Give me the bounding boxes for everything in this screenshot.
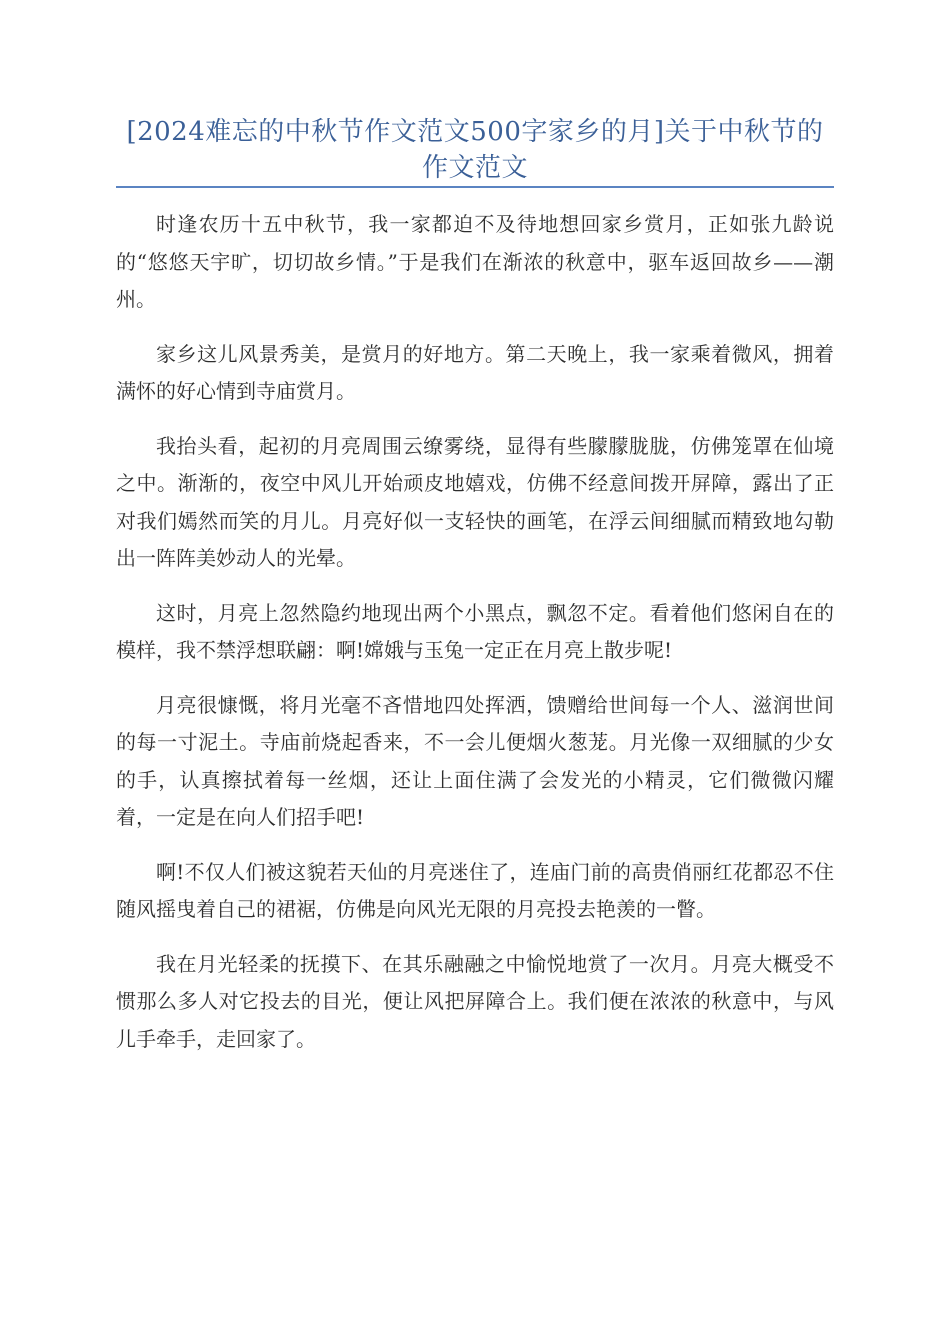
paragraph: 月亮很慷慨，将月光毫不吝惜地四处挥洒，馈赠给世间每一个人、滋润世间的每一寸泥土。寺庙前烧起香来，不一会儿便烟火葱茏。月光像一双细腻的少女的手，认真擦拭着每一丝烟，还让上面住满了会发光的小精灵，它们微微闪耀着，一定是在向人们招手吧! (116, 692, 834, 829)
document-title: [2024难忘的中秋节作文范文500字家乡的月]关于中秋节的作文范文 (126, 117, 824, 183)
paragraph: 家乡这儿风景秀美，是赏月的好地方。第二天晚上，我一家乘着微风，拥着满怀的好心情到寺庙赏月。 (116, 341, 834, 403)
paragraph: 我抬头看，起初的月亮周围云缭雾绕，显得有些朦朦胧胧，仿佛笼罩在仙境之中。渐渐的，夜空中风儿开始顽皮地嬉戏，仿佛不经意间拨开屏障，露出了正对我们嫣然而笑的月儿。月亮好似一支轻快的画笔，在浮云间细腻而精致地勾勒出一阵阵美妙动人的光晕。 (116, 433, 834, 570)
paragraph: 我在月光轻柔的抚摸下、在其乐融融之中愉悦地赏了一次月。月亮大概受不惯那么多人对它投去的目光，便让风把屏障合上。我们便在浓浓的秋意中，与风儿手牵手，走回家了。 (116, 951, 834, 1051)
document-body (116, 206, 834, 1075)
paragraph: 时逢农历十五中秋节，我一家都迫不及待地想回家乡赏月，正如张九龄说的“悠悠天宇旷，切切故乡情。”于是我们在渐浓的秋意中，驱车返回故乡——潮州。 (116, 212, 834, 311)
title-underline (116, 186, 834, 188)
paragraph: 这时，月亮上忽然隐约地现出两个小黑点，飘忽不定。看着他们悠闲自在的模样，我不禁浮想联翩：啊!嫦娥与玉兔一定正在月亮上散步呢! (116, 600, 834, 662)
paragraph: 啊!不仅人们被这貌若天仙的月亮迷住了，连庙门前的高贵俏丽红花都忍不住随风摇曳着自己的裙裾，仿佛是向风光无限的月亮投去艳羡的一瞥。 (116, 859, 834, 921)
